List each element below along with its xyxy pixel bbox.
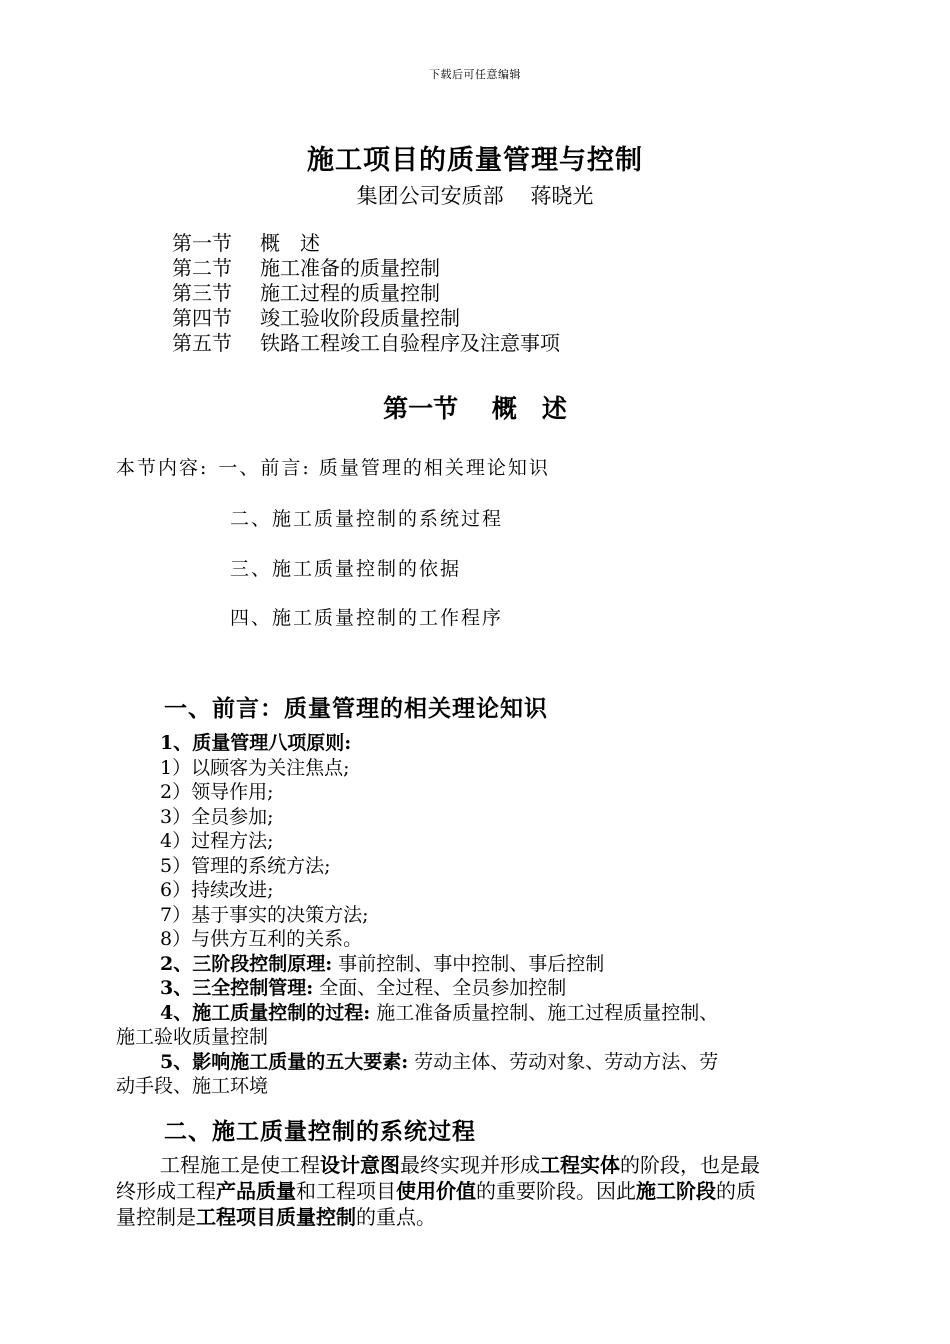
toc-item [172,331,560,356]
text-run: 量控制是 [116,1205,196,1229]
part2-paragraph [116,1152,836,1230]
emphasis-run: 工程项目质量控制 [196,1205,356,1229]
emphasis-run: 使用价值 [396,1179,476,1203]
emphasis-run: 工程实体 [540,1153,620,1177]
part1-body [116,731,836,1099]
toc-item [172,306,560,331]
text-run: 终形成工程 [116,1179,216,1203]
text-run: 的阶段，也是最 [620,1153,760,1177]
principle-item: 1）以顾客为关注焦点; [160,756,350,779]
toc-item [172,256,560,281]
principle-item: 6）持续改进; [160,879,274,901]
item-4-label: 4、施工质量控制的过程: [160,1001,371,1024]
item-3-text: 全面、全过程、全员参加控制 [313,977,567,999]
text-run: 的重要阶段。因此 [476,1179,636,1203]
toc-item [172,281,560,306]
paragraph-line [116,1178,836,1204]
toc-number: 第四节 [172,306,232,330]
toc-number: 第一节 [172,231,232,255]
paragraph-line [116,1204,836,1230]
document-title: 施工项目的质量管理与控制 [307,145,643,176]
emphasis-run: 产品质量 [216,1179,296,1203]
emphasis-run: 施工阶段 [636,1179,716,1203]
item-5-text: 劳动主体、劳动对象、劳动方法、劳 [408,1050,719,1073]
text-run: 工程施工是使工程 [160,1153,320,1177]
item-4-continuation: 施工验收质量控制 [116,1026,269,1048]
item-2-label: 2、三阶段控制原理: [160,952,333,975]
principle-item: 7）基于事实的决策方法; [160,903,369,926]
item-5 [116,1050,836,1075]
toc-text: 施工过程的质量控制 [260,281,440,305]
part1-heading: 一、前言：质量管理的相关理论知识 [164,695,548,722]
item-4 [116,1001,836,1026]
table-of-contents [172,231,560,356]
principle-item: 5）管理的系统方法; [160,854,331,877]
item-3-label: 3、三全控制管理: [160,977,314,999]
text-run: 最终实现并形成 [400,1153,540,1177]
principle-item: 2）领导作用; [160,781,274,803]
contents-item: 二、施工质量控制的系统过程 [230,508,504,530]
principle-item: 3）全员参加; [160,805,274,828]
toc-number: 第二节 [172,256,232,280]
paragraph-line [116,1152,836,1178]
toc-text: 竣工验收阶段质量控制 [260,306,460,330]
text-run: 的重点。 [356,1205,436,1229]
item-4-text: 施工准备质量控制、施工过程质量控制、 [370,1001,719,1024]
item-5-continuation: 动手段、施工环境 [116,1075,269,1097]
contents-item: 四、施工质量控制的工作程序 [230,607,504,629]
principle-item: 4）过程方法; [160,830,274,852]
contents-item: 一、前言: 质量管理的相关理论知识 [218,457,550,479]
text-run: 的质 [716,1179,756,1203]
item-2-text: 事前控制、事中控制、事后控制 [332,952,605,975]
toc-text: 概 述 [260,231,320,255]
toc-number: 第五节 [172,331,232,355]
principles-title: 1、质量管理八项原则: [160,732,352,754]
contents-item: 三、施工质量控制的依据 [230,558,462,580]
part2-heading: 二、施工质量控制的系统过程 [164,1118,476,1145]
section-title: 第一节 概 述 [383,394,567,423]
toc-number: 第三节 [172,281,232,305]
emphasis-run: 设计意图 [320,1153,400,1177]
item-2 [116,952,836,977]
header-note: 下载后可任意编辑 [429,68,521,81]
contents-first-row [116,453,550,480]
toc-text: 施工准备的质量控制 [260,256,440,280]
text-run: 和工程项目 [296,1179,396,1203]
contents-label: 本节内容: [116,457,209,479]
document-subtitle: 集团公司安质部 蒋晓光 [356,184,594,208]
toc-item [172,231,560,256]
toc-text: 铁路工程竣工自验程序及注意事项 [260,331,560,355]
item-3 [116,976,836,1001]
item-5-label: 5、影响施工质量的五大要素: [160,1050,409,1073]
principle-item: 8）与供方互利的关系。 [160,928,363,950]
